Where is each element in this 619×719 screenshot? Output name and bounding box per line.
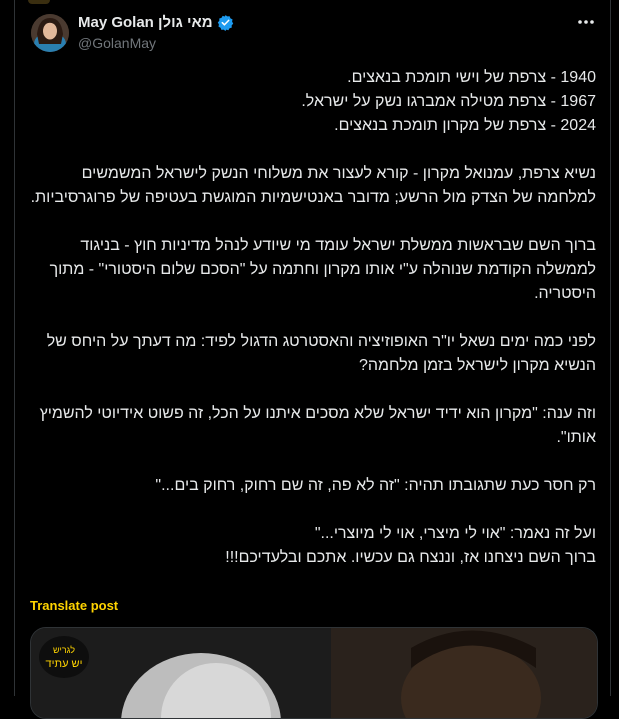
translate-post-link[interactable]: Translate post: [30, 598, 119, 613]
post-paragraph: נשיא צרפת, עמנואל מקרון - קורא לעצור את משלוחי הנשק לישראל המשמשים למלחמה של הצדק מול הרשע; מדובר באנטישמיות המוגשת בעטיפה של פרוגרסיביות.: [30, 165, 596, 206]
more-options-icon[interactable]: [576, 12, 596, 32]
author-handle[interactable]: @GolanMay: [78, 35, 157, 51]
channel-logo: [39, 636, 89, 678]
post-paragraph: [30, 522, 596, 570]
post-paragraph: רק חסר כעת שתגובתו תהיה: "זה לא פה, זה שם רחוק, רחוק בים...": [155, 477, 596, 494]
post-line: 1940 - צרפת של וישי תומכת בנאצים.: [347, 69, 596, 86]
post-line: ברוך השם ניצחנו אז, וננצח גם עכשיו. אתכם ובלעדיכם!!!: [225, 549, 596, 566]
post-media-image[interactable]: [30, 627, 598, 719]
logo-top-text: לגריש: [52, 645, 76, 655]
post-paragraph: [30, 66, 596, 138]
logo-main-text: יש עתיד: [45, 658, 83, 670]
author-name-row[interactable]: [78, 14, 234, 31]
post-paragraph: וזה ענה: "מקרון הוא ידיד ישראל שלא מסכים איתנו על הכל, זה פשוט אידיוטי להשמיץ אותו".: [39, 405, 596, 446]
post-line: 1967 - צרפת מטילה אמברגו נשק על ישראל.: [301, 93, 596, 110]
author-display-name[interactable]: May Golan מאי גולן: [78, 14, 213, 31]
avatar[interactable]: [31, 14, 69, 52]
post-line: 2024 - צרפת של מקרון תומכת בנאצים.: [334, 117, 596, 134]
timeline-border-left: [14, 0, 15, 696]
post-text: [30, 66, 596, 570]
post-line: ועל זה נאמר: "אוי לי מיצרי, אוי לי מיוצרי...": [314, 525, 596, 542]
media-photo: [31, 628, 597, 718]
verified-badge-icon[interactable]: [217, 14, 234, 31]
timeline-border-right: [610, 0, 611, 696]
previous-post-avatar-edge: [28, 0, 50, 4]
post-paragraph: לפני כמה ימים נשאל יו"ר האופוזיציה והאסטרטג הדגול לפיד: מה דעתך על היחס של הנשיא מקרון לישראל בזמן מלחמה?: [46, 333, 596, 374]
post-paragraph: ברוך השם שבראשות ממשלת ישראל עומד מי שיודע לנהל מדיניות חוץ - בניגוד לממשלה הקודמת שנוהלה ע"י אותו מקרון וחתמה על "הסכם שלום היסטורי" - מתוך היסטריה.: [49, 237, 596, 302]
